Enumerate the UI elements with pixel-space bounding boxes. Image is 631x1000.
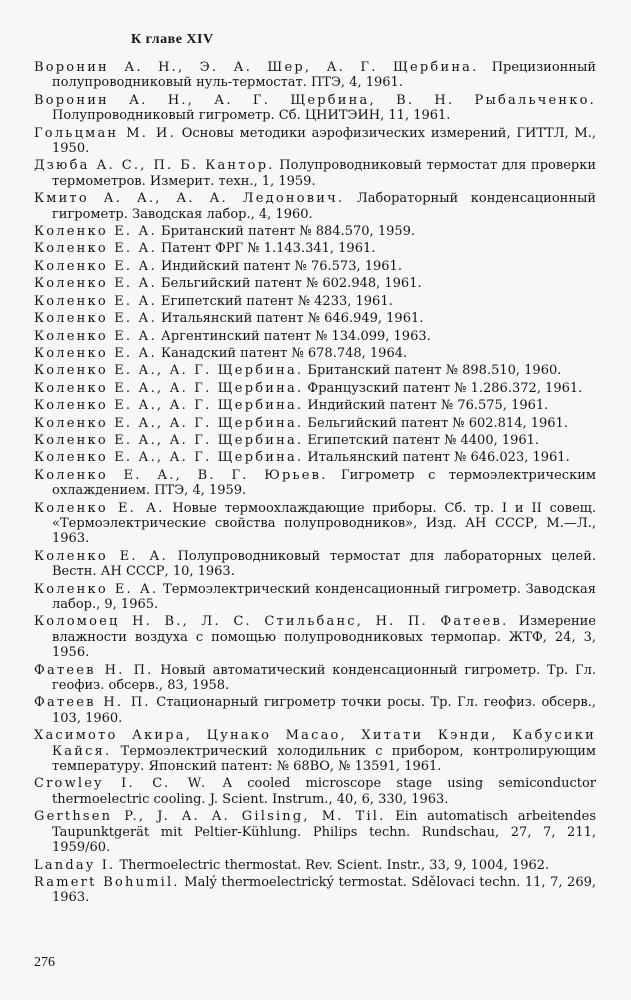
reference-entry [34, 695, 596, 726]
reference-title: Термоэлектрический конденсационный гигрометр. Заводская лабор., 9, 1965. [52, 581, 596, 612]
reference-authors: Коленко Е. А., А. Г. Щербина. [34, 432, 304, 448]
reference-authors: Хасимото Акира, Цунако Масао, Хитати Кэнди, Кабусики Кайся. [34, 728, 596, 759]
reference-title: Новый автоматический конденсационный гигрометр. Тр. Гл. геофиз. обсерв., 83, 1958. [52, 662, 596, 694]
reference-title: Египетский патент № 4233, 1961. [156, 293, 393, 309]
reference-entry [34, 450, 596, 465]
reference-entry [34, 858, 596, 873]
reference-title: Британский патент № 898.510, 1960. [303, 363, 562, 379]
reference-entry [34, 363, 596, 378]
reference-title: Патент ФРГ № 1.143.341, 1961. [156, 241, 376, 257]
reference-authors: Кмито А. А., А. А. Ледонович. [34, 191, 345, 207]
reference-entry [34, 191, 596, 222]
reference-title: Malý thermoelectrický termostat. Sdělovaci techn. 11, 7, 269, 1963. [52, 874, 596, 906]
reference-title: Итальянский патент № 646.023, 1961. [303, 450, 570, 466]
reference-authors: Коленко Е. А., А. Г. Щербина. [34, 398, 304, 414]
reference-entry [34, 501, 596, 547]
reference-authors: Gerthsen P., J. A. A. Gilsing, M. Til. [34, 809, 386, 825]
reference-authors: Гольцман М. И. [34, 125, 176, 141]
reference-authors: Коленко Е. А. [34, 548, 168, 564]
reference-entry [34, 93, 596, 124]
reference-authors: Landay I. [34, 857, 116, 873]
reference-title: Индийский патент № 76.575, 1961. [303, 398, 549, 414]
reference-title: Ein automatisch arbeitendes Taupunktgerät mit Peltier-Kühlung. Philips techn. Rundschau, 27, 7, 211, 1959/60. [52, 809, 596, 856]
reference-entry [34, 346, 596, 361]
reference-entry [34, 294, 596, 309]
reference-title: Измерение влажности воздуха с помощью полупроводниковых термопар. ЖТФ, 24, 3, 1956. [52, 614, 596, 661]
reference-entry [34, 875, 596, 906]
reference-authors: Фатеев Н. П. [34, 662, 154, 678]
reference-authors: Коленко Е. А. [34, 258, 157, 274]
reference-title: Основы методики аэрофизических измерений, ГИТТЛ, М., 1950. [52, 125, 596, 157]
reference-title: Британский патент № 884.570, 1959. [156, 224, 416, 240]
reference-entry [34, 259, 596, 274]
reference-authors: Ramert Bohumil. [34, 874, 180, 890]
reference-authors: Коленко Е. А., А. Г. Щербина. [34, 380, 304, 396]
reference-entry [34, 60, 596, 91]
reference-authors: Фатеев Н. П. [34, 695, 151, 711]
reference-entry [34, 224, 596, 239]
reference-authors: Дзюба А. С., П. Б. Кантор. [34, 158, 275, 174]
reference-entry [34, 468, 596, 499]
reference-authors: Коленко Е. А., А. Г. Щербина. [34, 450, 304, 466]
reference-title: Бельгийский патент № 602.814, 1961. [303, 415, 568, 431]
reference-authors: Коломоец Н. В., Л. С. Стильбанс, Н. П. Фатеев. [34, 614, 509, 630]
reference-entry [34, 398, 596, 413]
reference-entry [34, 728, 596, 774]
reference-entry [34, 158, 596, 189]
reference-authors: Коленко Е. А. [34, 241, 157, 257]
reference-authors: Коленко Е. А. [34, 500, 165, 516]
reference-title: Новые термоохлаждающие приборы. Сб. тр. I и II совещ. «Термоэлектрические свойства полупроводников», Изд. АН СССР, М.—Л., 1963. [52, 500, 596, 547]
reference-title: Канадский патент № 678.748, 1964. [156, 345, 408, 361]
reference-title: Полупроводниковый термостат для лабораторных целей. Вестн. АН СССР, 10, 1963. [52, 548, 596, 580]
reference-list [34, 60, 596, 908]
reference-authors: Коленко Е. А. [34, 345, 157, 361]
reference-entry [34, 614, 596, 660]
reference-authors: Коленко Е. А. [34, 293, 157, 309]
reference-authors: Воронин А. Н., А. Г. Щербина, В. Н. Рыбальченко. [34, 92, 596, 108]
reference-authors: Коленко Е. А. [34, 311, 157, 327]
reference-entry [34, 329, 596, 344]
reference-authors: Коленко Е. А. [34, 224, 157, 240]
reference-title: Прецизионный полупроводниковый нуль-термостат. ПТЭ, 4, 1961. [52, 60, 596, 91]
reference-authors: Коленко Е. А. [34, 328, 157, 344]
reference-title: Лабораторный конденсационный гигрометр. Заводская лабор., 4, 1960. [52, 191, 597, 222]
reference-entry [34, 776, 596, 807]
reference-entry [34, 416, 596, 431]
reference-title: Термоэлектрический холодильник с прибором, контролирующим температуру. Японский патент: № 68ВО, № 13591, 1961. [52, 743, 596, 775]
reference-entry [34, 549, 596, 580]
reference-title: Аргентинский патент № 134.099, 1963. [156, 328, 431, 344]
reference-title: A cooled microscope stage using semiconductor thermoelectric cooling. J. Scient. Instrum., 40, 6, 330, 1963. [52, 776, 596, 807]
reference-title: Полупроводниковый гигрометр. Сб. ЦНИТЭИН, 11, 1961. [52, 108, 451, 124]
reference-entry [34, 433, 596, 448]
reference-entry [34, 809, 596, 855]
reference-title: Египетский патент № 4400, 1961. [303, 432, 540, 448]
reference-title: Стационарный гигрометр точки росы. Тр. Гл. геофиз. обсерв., 103, 1960. [52, 695, 597, 726]
reference-authors: Crowley I. C. W. [34, 776, 208, 792]
reference-authors: Воронин А. Н., Э. А. Шер, А. Г. Щербина. [34, 60, 479, 75]
page-number: 276 [34, 955, 55, 970]
reference-entry [34, 241, 596, 256]
reference-authors: Коленко Е. А., В. Г. Юрьев. [34, 467, 328, 483]
reference-title: Итальянский патент № 646.949, 1961. [156, 311, 424, 327]
reference-authors: Коленко Е. А. [34, 581, 159, 597]
reference-authors: Коленко Е. А., А. Г. Щербина. [34, 415, 304, 431]
reference-entry [34, 126, 596, 157]
reference-entry [34, 311, 596, 326]
reference-title: Гигрометр с термоэлектрическим охлаждением. ПТЭ, 4, 1959. [52, 467, 596, 499]
reference-entry [34, 381, 596, 396]
reference-authors: Коленко Е. А. [34, 276, 157, 292]
reference-entry [34, 276, 596, 291]
reference-title: Бельгийский патент № 602.948, 1961. [156, 276, 422, 292]
reference-title: Thermoelectric thermostat. Rev. Scient. Instr., 33, 9, 1004, 1962. [115, 857, 550, 873]
reference-authors: Коленко Е. А., А. Г. Щербина. [34, 363, 304, 379]
reference-entry [34, 582, 596, 613]
reference-title: Полупроводниковый термостат для проверки термометров. Измерит. техн., 1, 1959. [52, 158, 596, 189]
reference-title: Индийский патент № 76.573, 1961. [156, 258, 402, 274]
reference-entry [34, 663, 596, 694]
section-heading: К главе XIV [131, 32, 214, 47]
reference-title: Французский патент № 1.286.372, 1961. [303, 380, 583, 396]
